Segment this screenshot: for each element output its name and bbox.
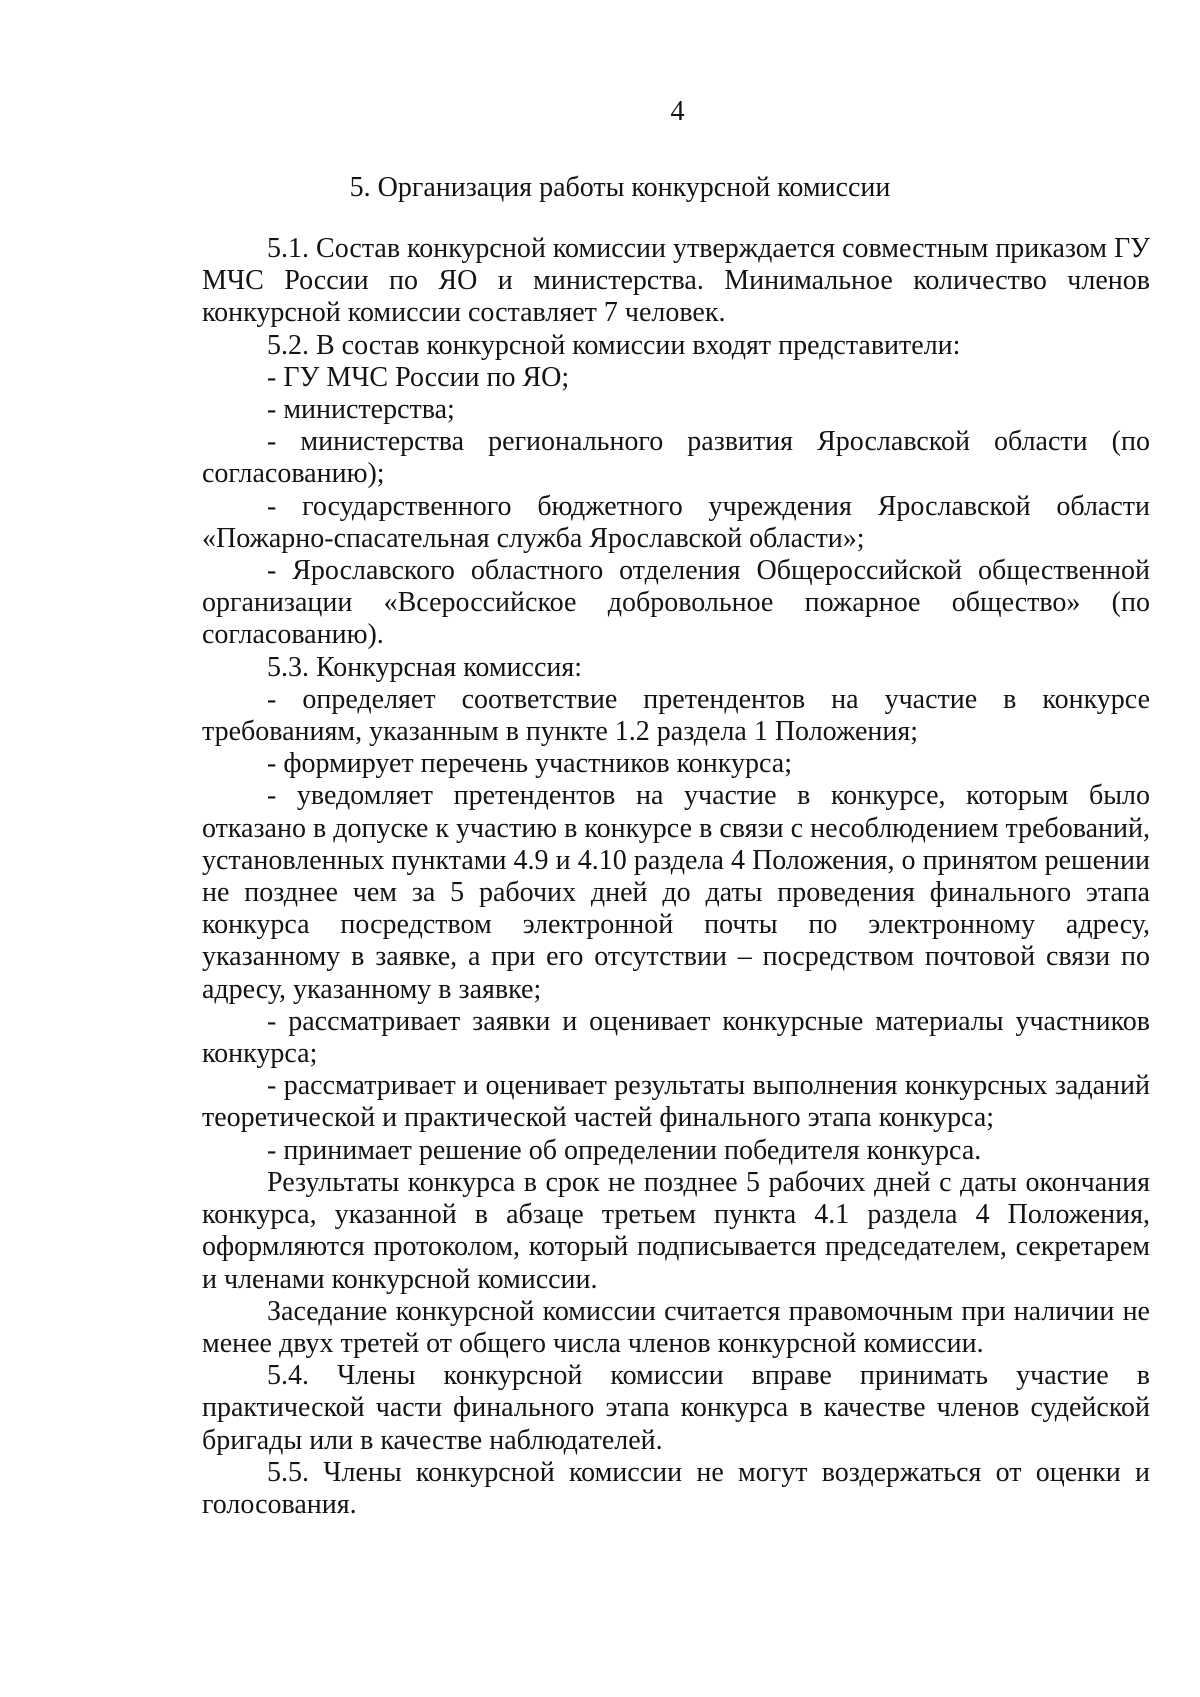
section-title: 5. Организация работы конкурсной комиссии (349, 172, 891, 203)
paragraph-5-3: 5.3. Конкурсная комиссия: (267, 651, 583, 683)
list-item: - рассматривает заявки и оценивает конкурсные материалы участников конкурса; (202, 1005, 1150, 1070)
list-item: - государственного бюджетного учреждения Ярославской области «Пожарно-спасательная служба Ярославской области»; (202, 490, 1150, 554)
list-item: - формирует перечень участников конкурса; (267, 748, 792, 780)
paragraph-results: Результаты конкурса в срок не позднее 5 рабочих дней с даты окончания конкурса, указанной в абзаце третьем пункта 4.1 раздела 4 Положения, оформляются протоколом, который подписывается председателем, секретарем и членами конкурсной комиссии. (202, 1166, 1150, 1295)
list-item: - рассматривает и оценивает результаты выполнения конкурсных заданий теоретической и практической частей финального этапа конкурса; (202, 1070, 1150, 1134)
list-item: - министерства; (267, 394, 455, 426)
paragraph-quorum: Заседание конкурсной комиссии считается правомочным при наличии не менее двух третей от общего числа членов конкурсной комиссии. (202, 1295, 1150, 1359)
list-item: - ГУ МЧС России по ЯО; (267, 361, 570, 393)
list-item: - определяет соответствие претендентов на участие в конкурсе требованиям, указанным в пункте 1.2 раздела 1 Положения; (202, 683, 1150, 748)
paragraph-5-2: 5.2. В состав конкурсной комиссии входят представители: (267, 329, 961, 361)
paragraph-5-1: 5.1. Состав конкурсной комиссии утверждается совместным приказом ГУ МЧС России по ЯО и министерства. Минимальное количество членов конкурсной комиссии составляет 7 человек. (202, 233, 1150, 329)
paragraph-5-5: 5.5. Члены конкурсной комиссии не могут воздержаться от оценки и голосования. (202, 1456, 1150, 1520)
page-number: 4 (670, 96, 685, 127)
paragraph-5-4: 5.4. Члены конкурсной комиссии вправе принимать участие в практической части финального этапа конкурса в качестве членов судейской бригады или в качестве наблюдателей. (202, 1360, 1150, 1456)
list-item: - министерства регионального развития Ярославской области (по согласованию); (202, 426, 1150, 490)
list-item: - уведомляет претендентов на участие в конкурсе, которым было отказано в допуске к участию в конкурсе в связи с несоблюдением требований, установленных пунктами 4.9 и 4.10 раздела 4 Положения, о принятом решении не позднее чем за 5 рабочих дней до даты проведения финального этапа конкурса посредством электронной почты по электронному адресу, указанному в заявке, а при его отсутствии – посредством почтовой связи по адресу, указанному в заявке; (202, 780, 1150, 1005)
list-item: - принимает решение об определении победителя конкурса. (267, 1134, 982, 1166)
document-body (202, 233, 1150, 1521)
list-item: - Ярославского областного отделения Общероссийской общественной организации «Всероссийское добровольное пожарное общество» (по согласованию). (202, 555, 1150, 651)
